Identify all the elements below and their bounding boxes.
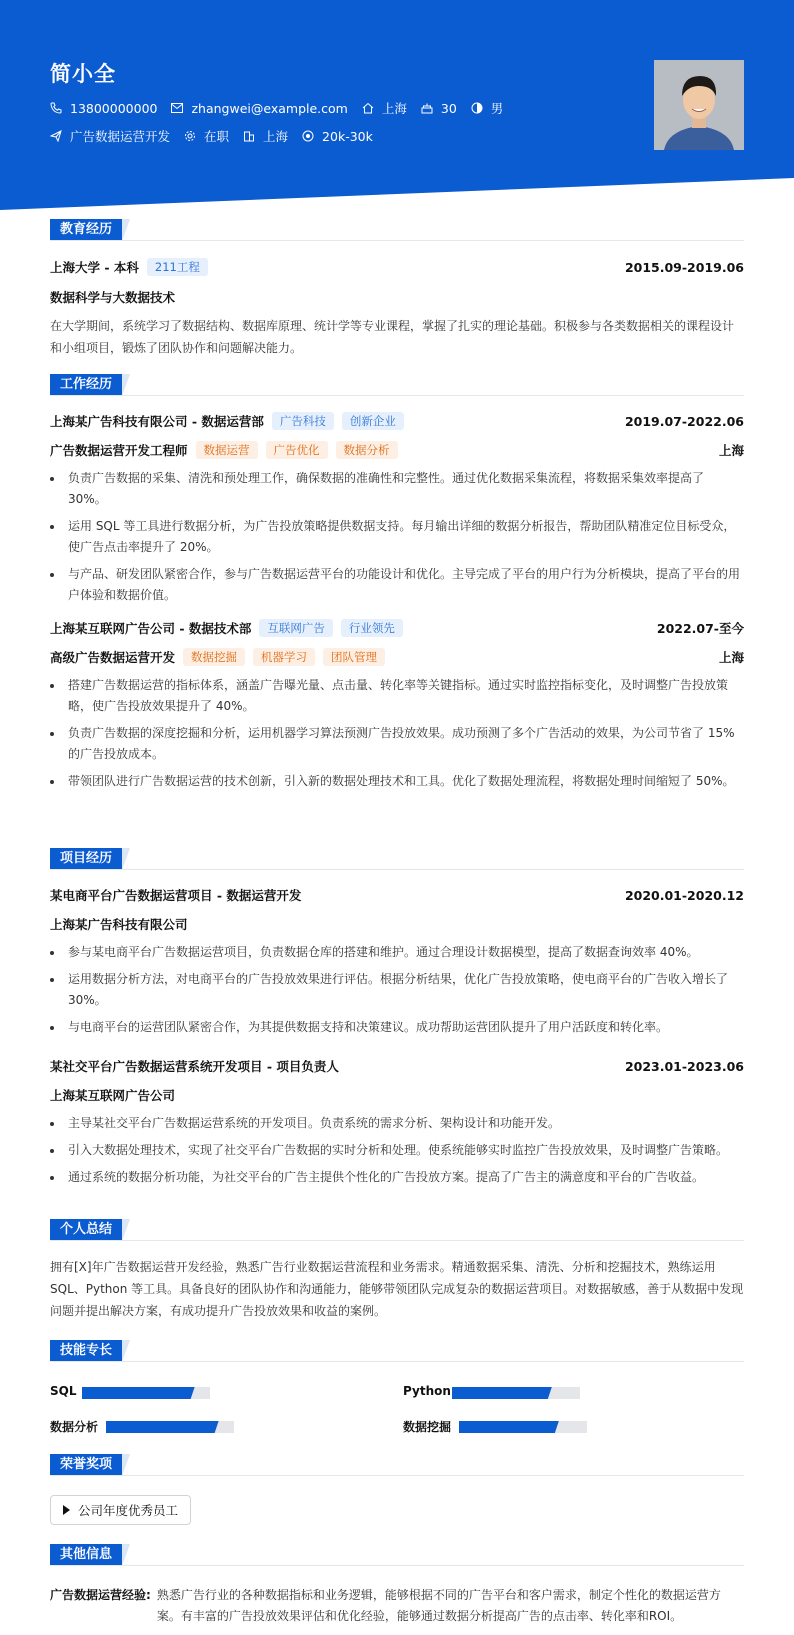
section-divider [50,1475,744,1476]
status-text: 在职 [204,129,230,144]
award-label: 公司年度优秀员工 [78,1503,179,1518]
section-divider [50,395,744,396]
section-divider [50,1240,744,1241]
section-divider [50,240,744,241]
job-position: 广告数据运营开发工程师 [50,443,188,458]
project-header-row [50,1057,744,1075]
salary-text: 20k-30k [322,128,373,144]
list-item: 带领团队进行广告数据运营的技术创新，引入新的数据处理技术和工具。优化了数据处理流程，将数据处理时间缩短了 50%。 [50,771,744,792]
target-job-text: 广告数据运营开发 [70,129,171,144]
email-text: zhangwei@example.com [191,100,348,116]
project-bullets [50,1113,744,1194]
job-date: 2022.07-至今 [656,621,744,636]
company-tag: 广告科技 [272,412,334,430]
other-title: 其他信息 [50,1544,122,1566]
contact-row [50,99,517,117]
job-company: 上海某互联网广告公司 - 数据技术部 [50,621,252,636]
job-position-row [50,441,744,459]
job-intent-row [50,127,387,145]
skill-label: 数据挖掘 [403,1420,452,1434]
email-item [171,101,347,116]
skill-label: 数据分析 [50,1420,99,1434]
skill-tag: 数据运营 [196,441,258,459]
skill-tag: 机器学习 [253,648,315,666]
hometown-text: 上海 [381,101,407,116]
skill-bar-fill [452,1387,552,1399]
project-header-row [50,886,744,904]
gender-item [471,99,504,117]
coin-icon [302,130,314,142]
award-item [50,1495,191,1525]
job-position: 高级广告数据运营开发 [50,650,176,665]
candidate-name: 简小全 [50,62,116,86]
job-header-row [50,412,744,430]
projects-section-title [50,848,122,870]
list-item: 负责广告数据的采集、清洗和预处理工作，确保数据的准确性和完整性。通过优化数据采集流程，将数据采集效率提高了 30%。 [50,468,744,510]
job-city: 上海 [718,650,744,665]
list-item: 与电商平台的运营团队紧密合作，为其提供数据支持和决策建议。成功帮助运营团队提升了用户活跃度和转化率。 [50,1017,744,1038]
job-bullets [50,468,744,612]
company-tag: 行业领先 [341,619,403,637]
major-name: 数据科学与大数据技术 [50,290,176,305]
summary-text: 拥有[X]年广告数据运营开发经验，熟悉广告行业数据运营流程和业务需求。精通数据采集、清洗、分析和挖掘技术，熟练运用 SQL、Python 等工具。具备良好的团队协作和沟通能力，能够带领团队完成复杂的数据运营项目。对数据敏感，善于从数据中发现问题并提出解决方案，有成功提升广告投放效果和收益的案例。 [50,1260,744,1318]
project-date: 2020.01-2020.12 [624,887,744,903]
job-position-row [50,648,744,666]
mail-icon [171,103,183,113]
age-item [421,101,457,116]
section-divider [50,869,744,870]
job-bullets [50,675,744,798]
section-divider [50,1565,744,1566]
education-title: 教育经历 [50,219,122,241]
hometown-item [362,99,407,117]
skill-item [403,1384,451,1398]
other-info-key: 广告数据运营经验: [50,1588,151,1602]
list-item: 通过系统的数据分析功能，为社交平台的广告主提供个性化的广告投放方案。提高了广告主的满意度和平台的广告收益。 [50,1167,744,1188]
skill-bar [82,1387,210,1399]
send-icon [50,130,62,142]
project-company: 上海某广告科技有限公司 [50,917,188,932]
target-city-item [243,127,288,145]
work-section-title [50,374,122,396]
skill-item [50,1418,98,1435]
summary-title: 个人总结 [50,1219,122,1241]
gender-icon [471,102,483,114]
skill-item [403,1418,451,1435]
phone-item [50,101,157,116]
cake-icon [421,102,433,114]
phone-text: 13800000000 [70,100,158,116]
list-item: 与产品、研发团队紧密合作，参与广告数据运营平台的功能设计和优化。主导完成了平台的用户行为分析模块，提高了平台的用户体验和数据价值。 [50,564,744,606]
list-item: 运用数据分析方法，对电商平台的广告投放效果进行评估。根据分析结果，优化广告投放策略，使电商平台的广告收入增长了 30%。 [50,969,744,1011]
resume-header [0,0,794,210]
target-job-item [50,127,170,145]
home-icon [362,102,374,114]
list-item: 负责广告数据的深度挖掘和分析，运用机器学习算法预测广告投放效果。成功预测了多个广告活动的效果，为公司节省了 15%的广告投放成本。 [50,723,744,765]
skill-label: Python [403,1384,451,1398]
job-header-row [50,619,744,637]
phone-icon [50,102,62,114]
awards-title: 荣誉奖项 [50,1454,122,1476]
summary-section-title [50,1219,122,1241]
project-company: 上海某互联网广告公司 [50,1088,176,1103]
skill-label: SQL [50,1384,77,1398]
skill-tag: 数据挖掘 [183,648,245,666]
awards-section-title [50,1454,122,1476]
job-city: 上海 [718,443,744,458]
avatar-portrait [654,60,744,150]
education-header-row [50,258,744,276]
job-date: 2019.07-2022.06 [624,413,744,429]
list-item: 运用 SQL 等工具进行数据分析，为广告投放策略提供数据支持。每月输出详细的数据分析报告，帮助团队精准定位目标受众，使广告点击率提升了 20%。 [50,516,744,558]
other-section-title [50,1544,122,1566]
skill-bar [459,1421,587,1433]
skill-item [50,1384,77,1398]
status-item [184,127,229,145]
company-tag: 创新企业 [342,412,404,430]
skill-bar [106,1421,234,1433]
education-description: 在大学期间，系统学习了数据结构、数据库原理、统计学等专业课程，掌握了扎实的理论基础。积极参与各类数据相关的课程设计和小组项目，锻炼了团队协作和问题解决能力。 [50,319,735,355]
project-name: 某电商平台广告数据运营项目 - 数据运营开发 [50,888,302,903]
section-divider [50,1361,744,1362]
gender-text: 男 [490,101,504,116]
skill-bar-fill [106,1421,219,1433]
target-city-text: 上海 [263,129,289,144]
skill-bar [452,1387,580,1399]
avatar [654,60,744,150]
work-title: 工作经历 [50,374,122,396]
project-company-row [50,1086,744,1104]
project-name: 某社交平台广告数据运营系统开发项目 - 项目负责人 [50,1059,339,1074]
projects-title: 项目经历 [50,848,122,870]
skills-section-title [50,1340,122,1362]
gear-icon [184,130,196,142]
school-badge: 211工程 [147,258,208,276]
skill-tag: 数据分析 [336,441,398,459]
salary-item [302,129,373,144]
building-icon [243,130,255,142]
project-date: 2023.01-2023.06 [624,1058,744,1074]
education-date: 2015.09-2019.06 [624,259,744,275]
company-tag: 互联网广告 [259,619,333,637]
education-section-title [50,219,122,241]
skills-title: 技能专长 [50,1340,122,1362]
skill-tag: 广告优化 [266,441,328,459]
play-icon [63,1505,70,1515]
skill-bar-fill [459,1421,559,1433]
list-item: 引入大数据处理技术，实现了社交平台广告数据的实时分析和处理。使系统能够实时监控广告投放效果，及时调整广告策略。 [50,1140,744,1161]
project-company-row [50,915,744,933]
list-item: 搭建广告数据运营的指标体系，涵盖广告曝光量、点击量、转化率等关键指标。通过实时监控指标变化，及时调整广告投放策略，使广告投放效果提升了 40%。 [50,675,744,717]
list-item: 参与某电商平台广告数据运营项目，负责数据仓库的搭建和维护。通过合理设计数据模型，提高了数据查询效率 40%。 [50,942,744,963]
project-bullets [50,942,744,1044]
major-row [50,288,744,306]
age-text: 30 [440,100,457,116]
skill-tag: 团队管理 [323,648,385,666]
other-info-value: 熟悉广告行业的各种数据指标和业务逻辑，能够根据不同的广告平台和客户需求，制定个性化的数据运营方案。有丰富的广告投放效果评估和优化经验，能够通过数据分析提高广告的点击率、转化率和ROI。 [156,1588,721,1623]
skill-bar-fill [82,1387,195,1399]
other-info-row [50,1585,744,1627]
school-name: 上海大学 - 本科 [50,260,139,275]
list-item: 主导某社交平台广告数据运营系统的开发项目。负责系统的需求分析、架构设计和功能开发。 [50,1113,744,1134]
job-company: 上海某广告科技有限公司 - 数据运营部 [50,414,264,429]
